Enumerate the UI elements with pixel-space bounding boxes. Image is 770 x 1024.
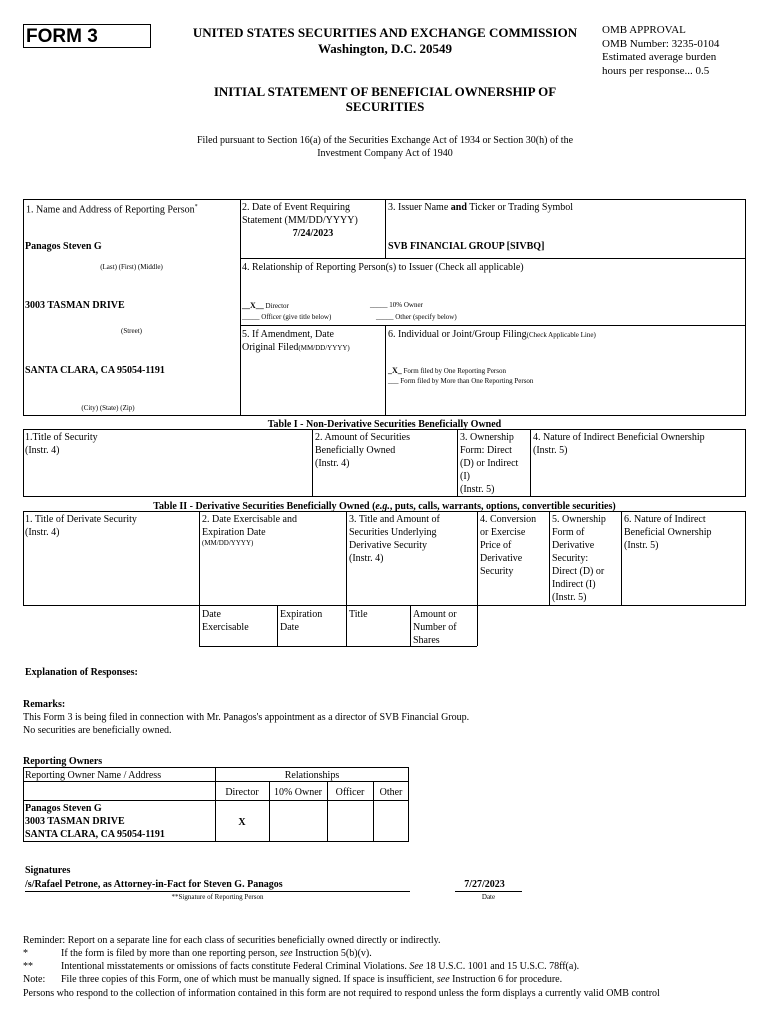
owner-street: 3003 TASMAN DRIVE [25, 816, 125, 827]
box4-label: 4. Relationship of Reporting Person(s) to Issuer (Check all applicable) [242, 262, 524, 273]
note-text: File three copies of this Form, one of which must be manually signed. If space is insufficient, [61, 974, 437, 985]
multi-person-label: Form filed by More than One Reporting Person [400, 377, 534, 385]
date-line [455, 891, 522, 892]
table2-col3-header [349, 513, 440, 565]
owners-col-ten-pct: 10% Owner [273, 787, 323, 798]
filed-pursuant-line: Investment Company Act of 1940 [317, 148, 453, 159]
other-label: Other (specify below) [395, 313, 457, 321]
divider [312, 429, 313, 497]
header-line: 1. Title of Derivate Security [25, 514, 137, 525]
owners-heading: Reporting Owners [23, 756, 103, 767]
owner-director-mark: X [238, 817, 246, 828]
header-line: 6. Nature of Indirect [624, 514, 706, 525]
note-see: see [279, 948, 293, 959]
divider [457, 429, 458, 497]
statement-title [150, 84, 620, 114]
director-label: Director [265, 302, 289, 310]
multi-person-mark: ___ [388, 377, 399, 385]
box5-label-line: Original Filed [242, 342, 299, 353]
table2-col4-header [480, 513, 536, 578]
officer-label: Officer (give title below) [261, 313, 332, 321]
ten-pct-label: 10% Owner [389, 301, 423, 309]
header-line: Derivative [480, 553, 523, 564]
signature-value: /s/Rafael Petrone, as Attorney-in-Fact for Steven G. Panagos [25, 879, 283, 890]
divider [530, 429, 531, 497]
table1-col3-header [460, 431, 518, 496]
header-line: Exercisable [202, 622, 249, 633]
table2-col1-header [25, 513, 137, 539]
street-caption: (Street) [121, 327, 142, 335]
explanation-heading: Explanation of Responses: [25, 667, 138, 678]
table1-col1-header [25, 431, 98, 457]
statement-title-line: INITIAL STATEMENT OF BENEFICIAL OWNERSHIP OF [213, 84, 557, 99]
owners-col-director: Director [225, 787, 259, 798]
box3-label [388, 201, 573, 214]
omb-line: OMB Number: 3235-0104 [602, 37, 720, 50]
box5-label-line: 5. If Amendment, Date [242, 329, 334, 340]
divider [277, 606, 278, 646]
agency-title: UNITED STATES SECURITIES AND EXCHANGE COMMISSION [192, 25, 578, 40]
omb-line: OMB APPROVAL [602, 24, 686, 36]
header-line: (Instr. 4) [25, 445, 60, 456]
box5-label [242, 328, 350, 354]
form-label-box [23, 24, 151, 48]
officer-checkbox [242, 313, 331, 322]
table2-col6-header [624, 513, 711, 552]
table2-title-italic: e.g. [375, 501, 390, 512]
director-checkbox [242, 301, 289, 311]
owners-col-officer: Officer [335, 787, 365, 798]
header-line: Derivative [552, 540, 595, 551]
header-line: Date [202, 609, 221, 620]
header-line: Securities Underlying [349, 527, 437, 538]
omb-line: Estimated average burden [602, 51, 717, 63]
box5-label-small: (MM/DD/YYYY) [298, 344, 350, 352]
box6-label-small: (Check Applicable Line) [526, 331, 596, 339]
header-line: Expiration [280, 609, 323, 620]
divider [549, 511, 550, 606]
note-see: see [436, 974, 450, 985]
box2-label [242, 201, 358, 227]
name-caption: (Last) (First) (Middle) [100, 263, 163, 271]
divider [385, 325, 386, 416]
divider [199, 606, 200, 646]
header-line: 3. Ownership [460, 432, 514, 443]
one-person-option [388, 366, 506, 376]
note-text: If the form is filed by more than one reporting person, [61, 948, 280, 959]
header-line: Price of [480, 540, 512, 551]
divider [23, 800, 409, 801]
divider [346, 511, 347, 606]
remarks-line: This Form 3 is being filed in connection with Mr. Panagos's appointment as a director of SVB Financial Group. [23, 712, 470, 723]
remarks-line: No securities are beneficially owned. [23, 725, 172, 736]
box2-label-line: 2. Date of Event Requiring [242, 202, 351, 213]
table2-col2-header [202, 513, 297, 548]
box1-label-mark: * [194, 204, 198, 210]
header-line: Expiration Date [202, 527, 266, 538]
header-line: 2. Date Exercisable and [202, 514, 297, 525]
box3-label-text: 3. Issuer Name [388, 202, 451, 213]
note-text: Intentional misstatements or omissions of facts constitute Federal Criminal Violations. [61, 961, 410, 972]
signature-date: 7/27/2023 [464, 879, 505, 890]
other-mark: _____ [376, 313, 394, 321]
header-line: (Instr. 5) [460, 484, 495, 495]
header-line: Security [480, 566, 514, 577]
signatures-heading: Signatures [25, 865, 71, 876]
header-line: 4. Conversion [480, 514, 537, 525]
divider [477, 511, 478, 606]
multi-person-option [388, 377, 533, 386]
filed-pursuant-line: Filed pursuant to Section 16(a) of the Securities Exchange Act of 1934 or Section 30(h) of the [196, 135, 574, 146]
owner-name: Panagos Steven G [25, 803, 102, 814]
table2-title-text: Table II - Derivative Securities Beneficially Owned ( [153, 501, 376, 512]
officer-mark: _____ [242, 313, 260, 321]
header-line: (MM/DD/YYYY) [202, 539, 254, 547]
header-line: Number of [413, 622, 457, 633]
note3-mark: Note: [23, 974, 46, 985]
agency-city: Washington, D.C. 20549 [318, 41, 452, 56]
divider [199, 511, 200, 606]
header-line: (D) or Indirect [460, 458, 519, 469]
box3-label-text: Ticker or Trading Symbol [466, 202, 574, 213]
box1-label [26, 201, 198, 216]
header-line: Derivative Security [349, 540, 428, 551]
issuer-name: SVB FINANCIAL GROUP [SIVBQ] [388, 241, 545, 252]
box2-label-line: Statement (MM/DD/YYYY) [242, 215, 358, 226]
one-person-mark: _X_ [388, 366, 402, 375]
table1-title: Table I - Non-Derivative Securities Beneficially Owned [267, 419, 502, 430]
omb-line: hours per response... 0.5 [602, 64, 710, 77]
sub-title: Title [349, 609, 368, 620]
reporting-person-street: 3003 TASMAN DRIVE [25, 300, 125, 311]
divider [477, 606, 478, 646]
note-see: See [409, 961, 424, 972]
owner-city: SANTA CLARA, CA 95054-1191 [25, 829, 165, 840]
box3-label-and: and [450, 202, 467, 213]
reminder: Reminder: Report on a separate line for each class of securities beneficially owned directly or indirectly. [23, 935, 441, 946]
header-line: 4. Nature of Indirect Beneficial Ownership [533, 432, 705, 443]
table2-title-text: , puts, calls, warrants, options, convertible securities) [389, 501, 616, 512]
header-line: Form: Direct [460, 445, 512, 456]
ten-pct-mark: _____ [370, 301, 388, 309]
other-checkbox [376, 313, 457, 322]
divider [346, 606, 347, 646]
header-line: Beneficially Owned [315, 445, 396, 456]
divider [410, 606, 411, 646]
note1 [61, 947, 372, 960]
sub-amount [413, 608, 457, 647]
divider [240, 258, 746, 259]
box1-label-text: 1. Name and Address of Reporting Person [26, 204, 195, 216]
header-line: (Instr. 5) [624, 540, 659, 551]
header-line: 3. Title and Amount of [349, 514, 440, 525]
note-text: Instruction 5(b)(v). [292, 948, 372, 959]
table1-col2-header [315, 431, 410, 470]
note1-mark: * [23, 948, 28, 959]
owners-col-relationships: Relationships [284, 770, 340, 781]
note3 [61, 973, 562, 986]
director-mark: __X__ [242, 301, 264, 310]
note-text: 18 U.S.C. 1001 and 15 U.S.C. 78ff(a). [423, 961, 580, 972]
header-line: Date [280, 622, 299, 633]
remarks-heading: Remarks: [23, 699, 66, 710]
header-line: Security: [552, 553, 589, 564]
box6-label [388, 328, 596, 341]
header-line: Indirect (I) [552, 579, 596, 590]
divider [621, 511, 622, 606]
divider [240, 199, 241, 416]
signature-line [25, 891, 410, 892]
box6-label-text: 6. Individual or Joint/Group Filing [388, 329, 527, 340]
header-line: (Instr. 5) [533, 445, 568, 456]
filed-pursuant [100, 134, 670, 160]
note2 [61, 960, 579, 973]
event-date: 7/24/2023 [292, 228, 334, 239]
reporting-person-name: Panagos Steven G [25, 241, 102, 252]
omb-control-note: Persons who respond to the collection of information contained in this form are not required to respond unless the form displays a currently valid OMB control [23, 988, 660, 999]
omb-approval [602, 24, 719, 78]
header-line: Shares [413, 635, 440, 646]
reporting-person-city: SANTA CLARA, CA 95054-1191 [25, 365, 165, 376]
date-caption: Date [481, 893, 496, 901]
note2-mark: ** [23, 961, 33, 972]
header-line: 1.Title of Security [25, 432, 98, 443]
header-line: Amount or [413, 609, 457, 620]
ten-pct-checkbox [370, 301, 423, 310]
header-line: 2. Amount of Securities [315, 432, 410, 443]
table1-col4-header [533, 431, 705, 457]
one-person-label: Form filed by One Reporting Person [403, 367, 506, 375]
form-label: FORM 3 [26, 26, 98, 47]
owners-col-other: Other [379, 787, 403, 798]
sub-expiration-date [280, 608, 322, 634]
header-line: (Instr. 4) [349, 553, 384, 564]
header-line: or Exercise [480, 527, 526, 538]
note-text: Instruction 6 for procedure. [449, 974, 563, 985]
city-caption: (City) (State) (Zip) [81, 404, 135, 412]
sub-date-exercisable [202, 608, 249, 634]
owners-col-name: Reporting Owner Name / Address [25, 770, 162, 781]
header-line: 5. Ownership [552, 514, 606, 525]
statement-title-line: SECURITIES [345, 99, 425, 114]
divider [385, 199, 386, 258]
header-line: Direct (D) or [552, 566, 605, 577]
header-line: Form of [552, 527, 585, 538]
table2-col5-header [552, 513, 606, 604]
divider [240, 325, 746, 326]
header-line: Beneficial Ownership [624, 527, 712, 538]
header-line: (Instr. 4) [25, 527, 60, 538]
header-line: (Instr. 4) [315, 458, 350, 469]
signature-caption: **Signature of Reporting Person [171, 893, 264, 901]
owner-name-address [25, 802, 165, 841]
header-line: (I) [460, 471, 470, 482]
header-line: (Instr. 5) [552, 592, 587, 603]
